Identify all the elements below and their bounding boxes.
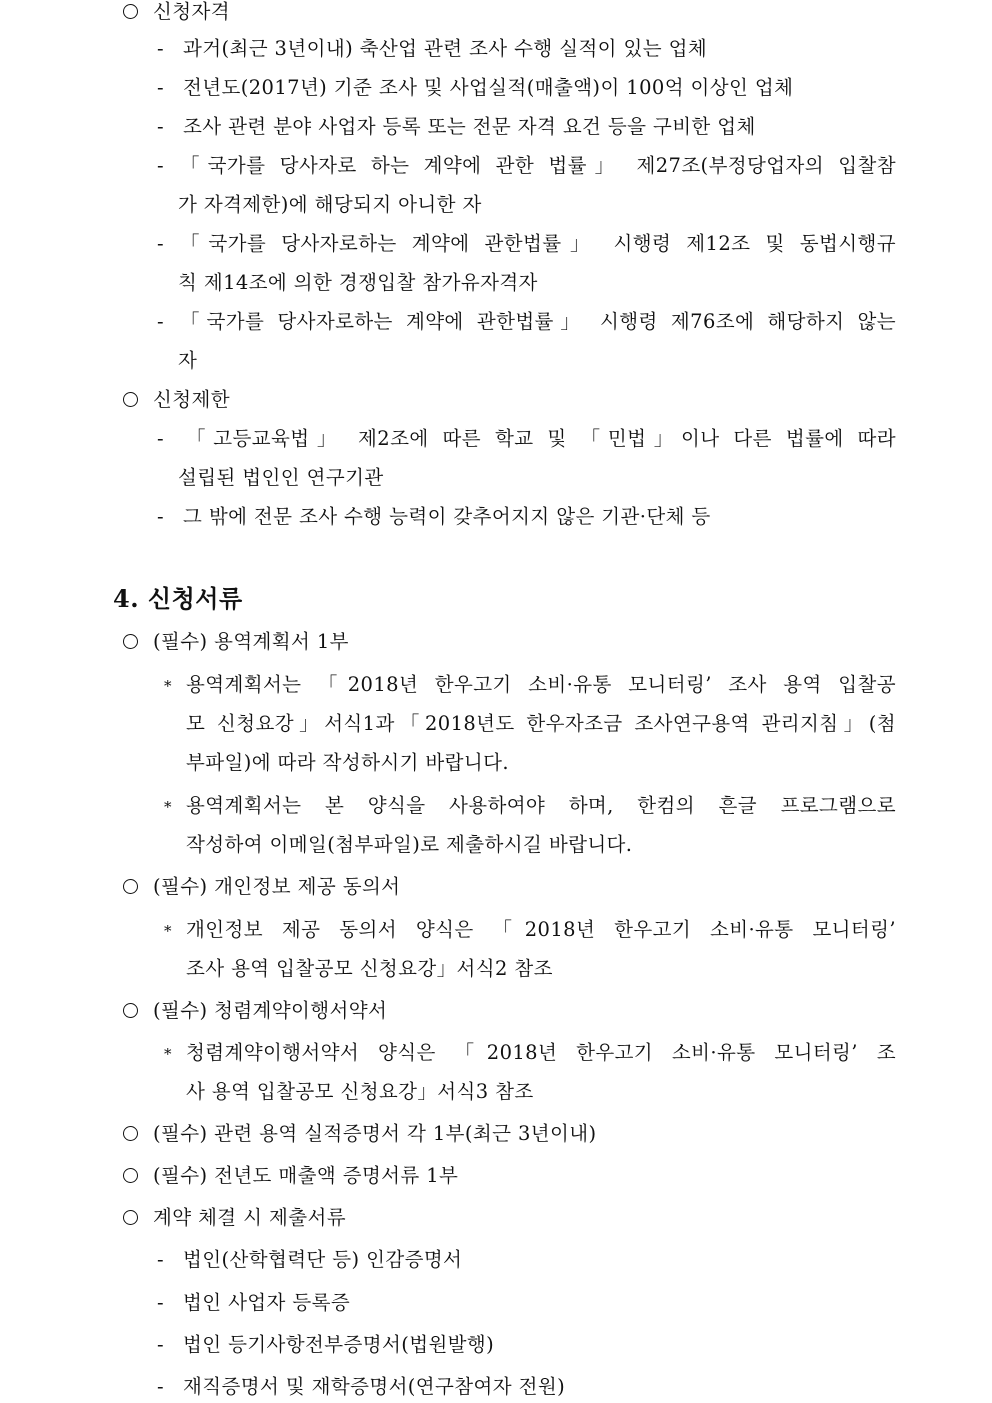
hollow-circle-icon [123, 4, 138, 19]
restriction-item-1-line-1: 「고등교육법」 제2조에 따른 학교 및 「민법」이나 다른 법률에 따라 [186, 427, 896, 450]
doc-3-note-1-line-1: 청렴계약이행서약서 양식은 「2018년 한우고기 소비·유통 모니터링’ 조 [186, 1041, 896, 1064]
qualification-item-1: 과거(최근 3년이내) 축산업 관련 조사 수행 실적이 있는 업체 [183, 37, 708, 60]
qualification-item-5-line-1: 「국가를 당사자로하는 계약에 관한법률」 시행령 제12조 및 동법시행규 [180, 232, 896, 255]
dash-icon: - [157, 154, 164, 177]
hollow-circle-icon [123, 1168, 138, 1183]
doc-1-note-1-line-1: 용역계획서는 「2018년 한우고기 소비·유통 모니터링’ 조사 용역 입찰공 [186, 673, 896, 696]
doc-3-title: (필수) 청렴계약이행서약서 [153, 999, 388, 1022]
qualification-item-4-line-2: 가 자격제한)에 해당되지 아니한 자 [178, 193, 482, 216]
doc-2-title: (필수) 개인정보 제공 동의서 [153, 875, 401, 898]
dash-icon: - [157, 76, 164, 99]
contract-doc-4: 재직증명서 및 재학증명서(연구참여자 전원) [183, 1375, 566, 1398]
qualification-item-2: 전년도(2017년) 기준 조사 및 사업실적(매출액)이 100억 이상인 업체 [183, 76, 794, 99]
doc-3-note-1-line-2: 사 용역 입찰공모 신청요강」서식3 참조 [186, 1080, 534, 1103]
hollow-circle-icon [123, 1126, 138, 1141]
dash-icon: - [157, 427, 164, 450]
hollow-circle-icon [123, 634, 138, 649]
restriction-item-1-line-2: 설립된 법인인 연구기관 [178, 466, 384, 489]
dash-icon: - [157, 505, 164, 528]
hollow-circle-icon [123, 1003, 138, 1018]
qualification-item-6-line-2: 자 [178, 349, 198, 372]
doc-1-title: (필수) 용역계획서 1부 [153, 630, 349, 653]
qualification-item-4-line-1: 「국가를 당사자로 하는 계약에 관한 법률」 제27조(부정당업자의 입찰참 [180, 154, 896, 177]
hollow-circle-icon [123, 879, 138, 894]
contract-doc-2: 법인 사업자 등록증 [183, 1291, 351, 1314]
hollow-circle-icon [123, 1210, 138, 1225]
dash-icon: - [157, 1291, 164, 1314]
dash-icon: - [157, 115, 164, 138]
restriction-item-2: 그 밖에 전문 조사 수행 능력이 갖추어지지 않은 기관·단체 등 [183, 505, 711, 528]
doc-6-title: 계약 체결 시 제출서류 [153, 1206, 346, 1229]
doc-2-note-1-line-2: 조사 용역 입찰공모 신청요강」서식2 참조 [186, 957, 553, 980]
dash-icon: - [157, 1375, 164, 1398]
contract-doc-1: 법인(산학협력단 등) 인감증명서 [183, 1248, 463, 1271]
doc-1-note-2-line-1: 용역계획서는 본 양식을 사용하여야 하며, 한컴의 흔글 프로그램으로 [186, 794, 896, 817]
restriction-title: 신청제한 [153, 388, 230, 411]
dash-icon: - [157, 1333, 164, 1356]
qualification-item-3: 조사 관련 분야 사업자 등록 또는 전문 자격 요건 등을 구비한 업체 [183, 115, 756, 138]
section-4-heading: 4. 신청서류 [113, 584, 243, 613]
asterisk-icon: * [164, 1045, 172, 1063]
qualification-title: 신청자격 [153, 0, 230, 23]
dash-icon: - [157, 310, 164, 333]
hollow-circle-icon [123, 392, 138, 407]
contract-doc-3: 법인 등기사항전부증명서(법원발행) [183, 1333, 495, 1356]
doc-1-note-2-line-2: 작성하여 이메일(첨부파일)로 제출하시길 바랍니다. [186, 833, 633, 856]
doc-2-note-1-line-1: 개인정보 제공 동의서 양식은 「2018년 한우고기 소비·유통 모니터링’ [186, 918, 896, 941]
dash-icon: - [157, 37, 164, 60]
asterisk-icon: * [164, 677, 172, 695]
doc-4-title: (필수) 관련 용역 실적증명서 각 1부(최근 3년이내) [153, 1122, 597, 1145]
asterisk-icon: * [164, 922, 172, 940]
asterisk-icon: * [164, 798, 172, 816]
doc-5-title: (필수) 전년도 매출액 증명서류 1부 [153, 1164, 459, 1187]
dash-icon: - [157, 232, 164, 255]
doc-1-note-1-line-3: 부파일)에 따라 작성하시기 바랍니다. [186, 751, 509, 774]
qualification-item-5-line-2: 칙 제14조에 의한 경쟁입찰 참가유자격자 [178, 271, 538, 294]
qualification-item-6-line-1: 「국가를 당사자로하는 계약에 관한법률」 시행령 제76조에 해당하지 않는 [180, 310, 896, 333]
dash-icon: - [157, 1248, 164, 1271]
doc-1-note-1-line-2: 모 신청요강」서식1과「2018년도 한우자조금 조사연구용역 관리지침」(첨 [186, 712, 896, 735]
